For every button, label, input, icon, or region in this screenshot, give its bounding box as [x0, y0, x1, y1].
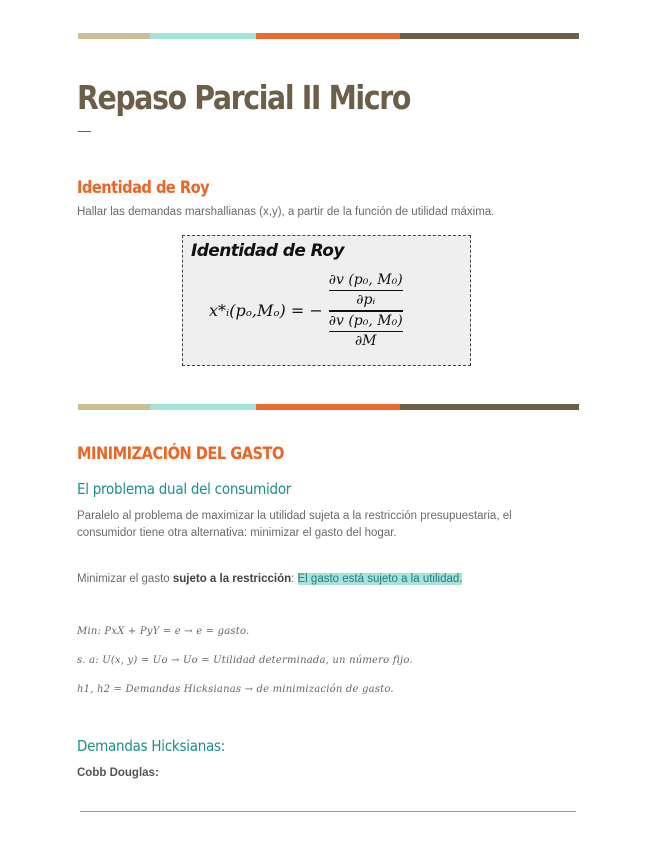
roy-identity-image [182, 235, 471, 366]
section-heading-roy: Identidad de Roy [77, 178, 210, 198]
minimize-colon: : [291, 573, 298, 585]
roy-den-top: ∂v (p₀, M₀) [328, 312, 403, 329]
math-line-min: Min: PxX + PyY = e → e = gasto. [77, 626, 250, 637]
math-line-hicks: h1, h2 = Demandas Hicksianas → de minimización de gasto. [77, 684, 394, 695]
subheading-dual-problem: El problema dual del consumidor [77, 480, 292, 498]
subheading-hicksian-demands: Demandas Hicksianas: [77, 737, 226, 755]
roy-formula-lhs: x*ᵢ(pₒ,Mₒ) = − [209, 301, 323, 321]
page-footer-line [80, 811, 576, 812]
top-decorative-bar [78, 33, 579, 39]
minimize-highlight: El gasto está sujeto a la utilidad. [297, 573, 463, 585]
roy-num-bottom: ∂pᵢ [356, 292, 376, 309]
document-title: Repaso Parcial II Micro [77, 78, 410, 117]
minimize-bold: sujeto a la restricción [172, 573, 292, 585]
roy-den-bottom: ∂M [354, 332, 377, 349]
roy-formula [209, 272, 403, 350]
title-underline [78, 131, 91, 132]
roy-num-top: ∂v (p₀, M₀) [328, 272, 403, 288]
section-divider-bar [78, 404, 579, 410]
dual-problem-paragraph: Paralelo al problema de maximizar la utilidad sujeta a la restricción presupuestaria, el consumidor tiene otra alternativa: minimizar el gasto del hogar. [77, 510, 512, 539]
section-heading-minimizacion: MINIMIZACIÓN DEL GASTO [77, 444, 284, 464]
cobb-douglas-label: Cobb Douglas: [77, 767, 159, 779]
roy-main-fraction [329, 272, 403, 350]
minimize-prefix: Minimizar el gasto [77, 573, 173, 585]
minimize-sentence [77, 571, 462, 588]
roy-image-title: Identidad de Roy [191, 241, 344, 261]
roy-intro-text: Hallar las demandas marshallianas (x,y), a partir de la función de utilidad máxima. [77, 206, 495, 218]
math-line-constraint: s. a: U(x, y) = Uo → Uo = Utilidad determinada, un número fijo. [77, 655, 413, 666]
